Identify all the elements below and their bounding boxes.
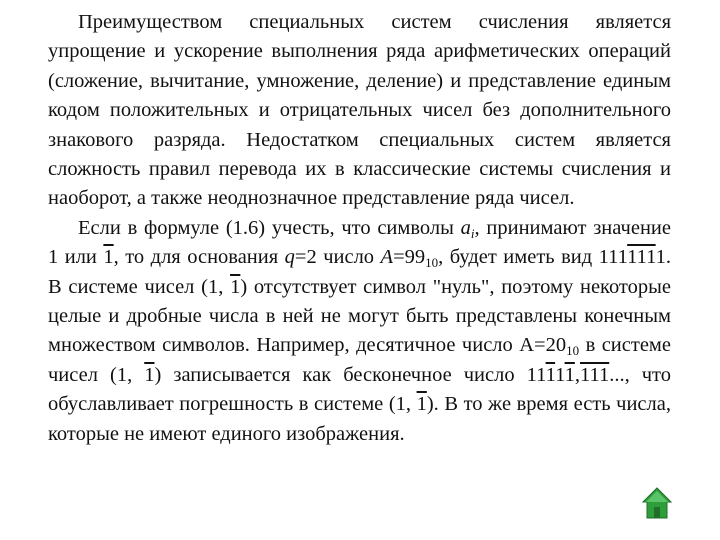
paragraph-1: Преимуществом специальных систем счисления является упрощение и ускорение выполнения ряда арифметических операций (сложение, вычитание, умножение, деление) и представление единым кодом положительных и отрицательных чисел без дополнительного знакового разряда. Недостатком специальных систем является сложность правил перевода их в классические системы счисления и наоборот, а также неоднозначное представление ряда чисел. [48,11,671,210]
text-segment: =99 [393,246,426,269]
subscript-10: 10 [425,255,439,271]
one-overline: 1 [564,363,575,386]
text-segment: Если в формуле (1.6) учесть, что символы [78,216,461,239]
text-segment: , будет иметь вид 111 [438,246,628,269]
subscript-10: 10 [566,343,580,359]
text-segment: , [574,363,580,386]
text-segment: =2 число [294,246,381,269]
text-segment: , принимают значение 1 или [48,216,671,269]
text-segment: , то для основания [113,246,285,269]
text-segment: 1 [555,363,565,386]
paragraph-2 [48,214,671,449]
text-body [48,8,671,449]
text-segment: ..., что обуславливает погрешность в системе (1, [48,363,671,416]
text-segment: ). В то же время есть числа, которые не имеют единого изображения. [48,393,671,445]
home-icon [642,487,672,519]
text-segment: в системе чисел (1, [48,334,671,386]
one-overline: 1 [144,363,155,386]
text-segment: ) записывается как бесконечное число 11 [154,363,546,386]
symbol-q: q [284,246,295,269]
text-segment: 1. В системе чисел (1, [48,246,671,298]
ones-overline: 111 [579,363,610,386]
ones-overline: 111 [627,246,656,269]
home-button[interactable] [642,487,672,519]
one-overline: 1 [416,393,427,416]
one-overline: 1 [230,275,241,298]
symbol-a: a [460,216,471,239]
text-segment: ) отсутствует символ "нуль", поэтому некоторые целые и дробные числа в ней не могут быть представлены конечным множеством символов. Например, десятичное число А=20 [48,275,671,357]
one-overline: 1 [103,246,114,269]
one-overline: 1 [545,363,556,386]
subscript-i: i [470,225,475,241]
symbol-A: A [380,246,394,269]
